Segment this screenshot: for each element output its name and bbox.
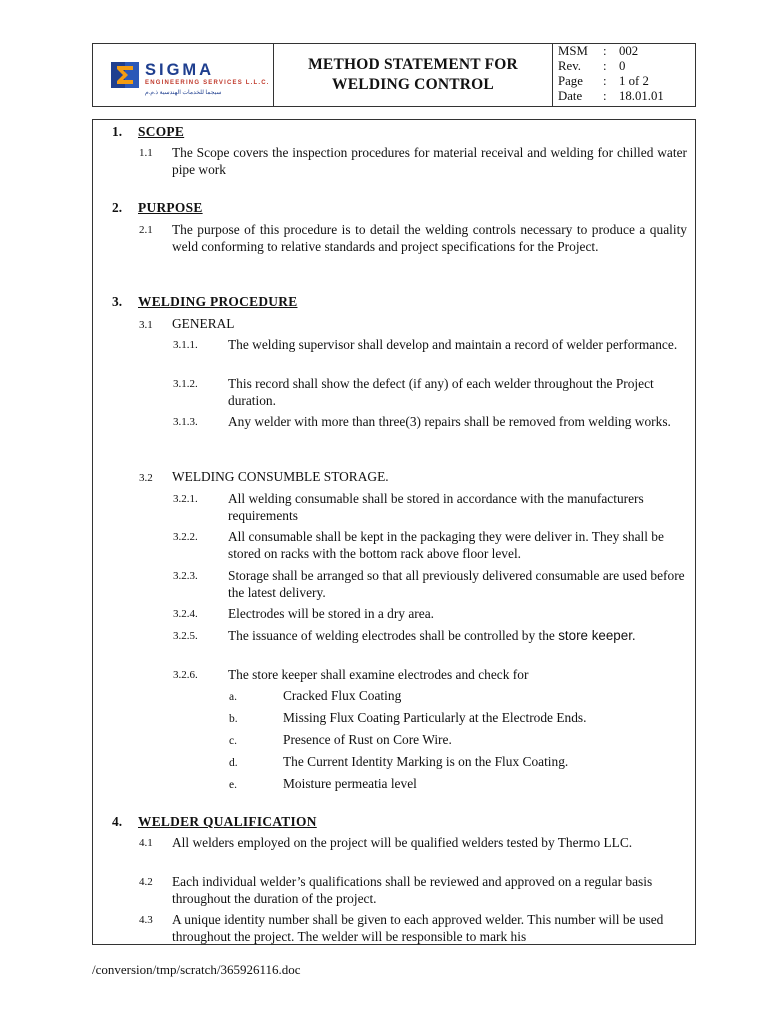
item-text: Any welder with more than three(3) repairs shall be removed from welding works.	[228, 414, 671, 429]
item-number: 3.1.3.	[173, 416, 198, 428]
meta-value: 18.01.01	[619, 89, 664, 103]
meta-row-msm	[558, 44, 695, 59]
list-item	[173, 491, 685, 524]
check-letter: d.	[229, 757, 238, 769]
company-logo	[93, 44, 274, 106]
paragraph-text: Each individual welder’s qualifications shall be reviewed and approved on a regular basis throughout the duration of the project.	[172, 874, 653, 906]
check-letter: a.	[229, 691, 237, 703]
list-item	[173, 568, 685, 601]
item-number: 3.1.1.	[173, 339, 198, 351]
list-item	[173, 414, 685, 431]
meta-value: 1 of 2	[619, 74, 649, 88]
check-letter: e.	[229, 779, 237, 791]
paragraph-number: 4.2	[139, 876, 153, 888]
list-item	[173, 376, 685, 409]
document-body	[92, 119, 696, 945]
check-letter: c.	[229, 735, 237, 747]
item-number: 3.2.2.	[173, 531, 198, 543]
subsection-number: 3.1	[139, 319, 153, 331]
meta-row-date	[558, 89, 695, 104]
item-text: All welding consumable shall be stored in accordance with the manufacturers requirements	[228, 491, 644, 523]
meta-key: Rev.	[558, 59, 581, 73]
item-text: Electrodes will be stored in a dry area.	[228, 606, 434, 621]
section-heading-welder-qualification	[112, 814, 317, 830]
item-number: 3.2.3.	[173, 570, 198, 582]
list-item	[173, 667, 685, 684]
meta-colon: :	[603, 44, 607, 58]
document-meta	[553, 44, 695, 106]
paragraph-text: The purpose of this procedure is to detail the welding controls necessary to produce a quality weld conforming to relative standards and project specifications for the Project.	[172, 222, 687, 254]
item-text: The store keeper shall examine electrodes and check for	[228, 667, 529, 682]
paragraph-text: All welders employed on the project will be qualified welders tested by Thermo LLC.	[172, 835, 633, 850]
document-header	[92, 43, 696, 107]
paragraph-text: The Scope covers the inspection procedures for material receival and welding for chilled water pipe work	[172, 145, 687, 177]
qualification-paragraph	[139, 874, 687, 907]
check-item	[229, 776, 417, 792]
item-text-main: The issuance of welding electrodes shall be controlled by the	[228, 628, 555, 643]
item-text	[228, 628, 685, 645]
item-number: 3.2.6.	[173, 669, 198, 681]
meta-colon: :	[603, 59, 607, 73]
section-heading-scope	[112, 124, 184, 140]
check-text: Cracked Flux Coating	[283, 688, 402, 703]
item-number: 3.2.4.	[173, 608, 198, 620]
subsection-title: WELDING CONSUMBLE STORAGE.	[172, 469, 389, 484]
check-text: Moisture permeatia level	[283, 776, 417, 791]
section-title: WELDING PROCEDURE	[138, 294, 298, 309]
company-subtitle: ENGINEERING SERVICES L.L.C.	[145, 80, 270, 86]
meta-row-page	[558, 74, 695, 89]
check-item	[229, 732, 452, 748]
list-item	[173, 606, 685, 623]
paragraph-text: A unique identity number shall be given to each approved welder. This number will be used throughout the project. The welder will be responsible to mark his	[172, 912, 664, 944]
section-heading-welding-procedure	[112, 294, 297, 310]
meta-key: Page	[558, 74, 583, 88]
section-heading-purpose	[112, 200, 203, 216]
paragraph-number: 2.1	[139, 224, 153, 236]
paragraph-number: 4.1	[139, 837, 153, 849]
subsection-heading-storage	[139, 469, 389, 485]
meta-key: Date	[558, 89, 583, 103]
item-number: 3.1.2.	[173, 378, 198, 390]
check-text: Missing Flux Coating Particularly at the Electrode Ends.	[283, 710, 587, 725]
company-name: SIGMA	[145, 61, 215, 79]
subsection-title: GENERAL	[172, 316, 235, 331]
subsection-heading-general	[139, 316, 234, 332]
meta-key: MSM	[558, 44, 588, 58]
meta-row-rev	[558, 59, 695, 74]
meta-colon: :	[603, 74, 607, 88]
company-arabic-name: سيجما للخدمات الهندسية ذ.م.م	[145, 90, 222, 96]
check-item	[229, 710, 586, 726]
check-text: Presence of Rust on Core Wire.	[283, 732, 452, 747]
meta-value: 0	[619, 59, 626, 73]
section-number: 3.	[112, 294, 123, 309]
document-title	[274, 44, 553, 106]
section-title: SCOPE	[138, 124, 185, 139]
check-item	[229, 754, 568, 770]
meta-value: 002	[619, 44, 639, 58]
qualification-paragraph	[139, 835, 687, 852]
list-item	[173, 337, 685, 354]
item-text: Storage shall be arranged so that all previously delivered consumable are used before the latest delivery.	[228, 568, 685, 600]
subsection-number: 3.2	[139, 472, 153, 484]
purpose-paragraph	[139, 222, 687, 255]
check-letter: b.	[229, 713, 238, 725]
qualification-paragraph	[139, 912, 687, 945]
section-title: PURPOSE	[138, 200, 203, 215]
list-item	[173, 628, 685, 645]
title-line-2: WELDING CONTROL	[332, 76, 494, 93]
check-item	[229, 688, 401, 704]
item-text-sans: store keeper.	[558, 628, 636, 643]
item-number: 3.2.5.	[173, 630, 198, 642]
file-path-footer: /conversion/tmp/scratch/365926116.doc	[92, 962, 301, 977]
item-number: 3.2.1.	[173, 493, 198, 505]
section-number: 4.	[112, 814, 123, 829]
item-text: This record shall show the defect (if any) of each welder throughout the Project duration.	[228, 376, 654, 408]
section-number: 2.	[112, 200, 123, 215]
sigma-logo-icon	[111, 62, 139, 88]
item-text: The welding supervisor shall develop and maintain a record of welder performance.	[228, 337, 678, 352]
check-text: The Current Identity Marking is on the Flux Coating.	[283, 754, 569, 769]
scope-paragraph	[139, 145, 687, 178]
paragraph-number: 4.3	[139, 914, 153, 926]
paragraph-number: 1.1	[139, 147, 153, 159]
meta-colon: :	[603, 89, 607, 103]
list-item	[173, 529, 685, 562]
title-line-1: METHOD STATEMENT FOR	[308, 56, 518, 73]
item-text: All consumable shall be kept in the packaging they were deliver in. They shall be stored on racks with the bottom rack above floor level.	[228, 529, 664, 561]
section-number: 1.	[112, 124, 123, 139]
section-title: WELDER QUALIFICATION	[138, 814, 317, 829]
